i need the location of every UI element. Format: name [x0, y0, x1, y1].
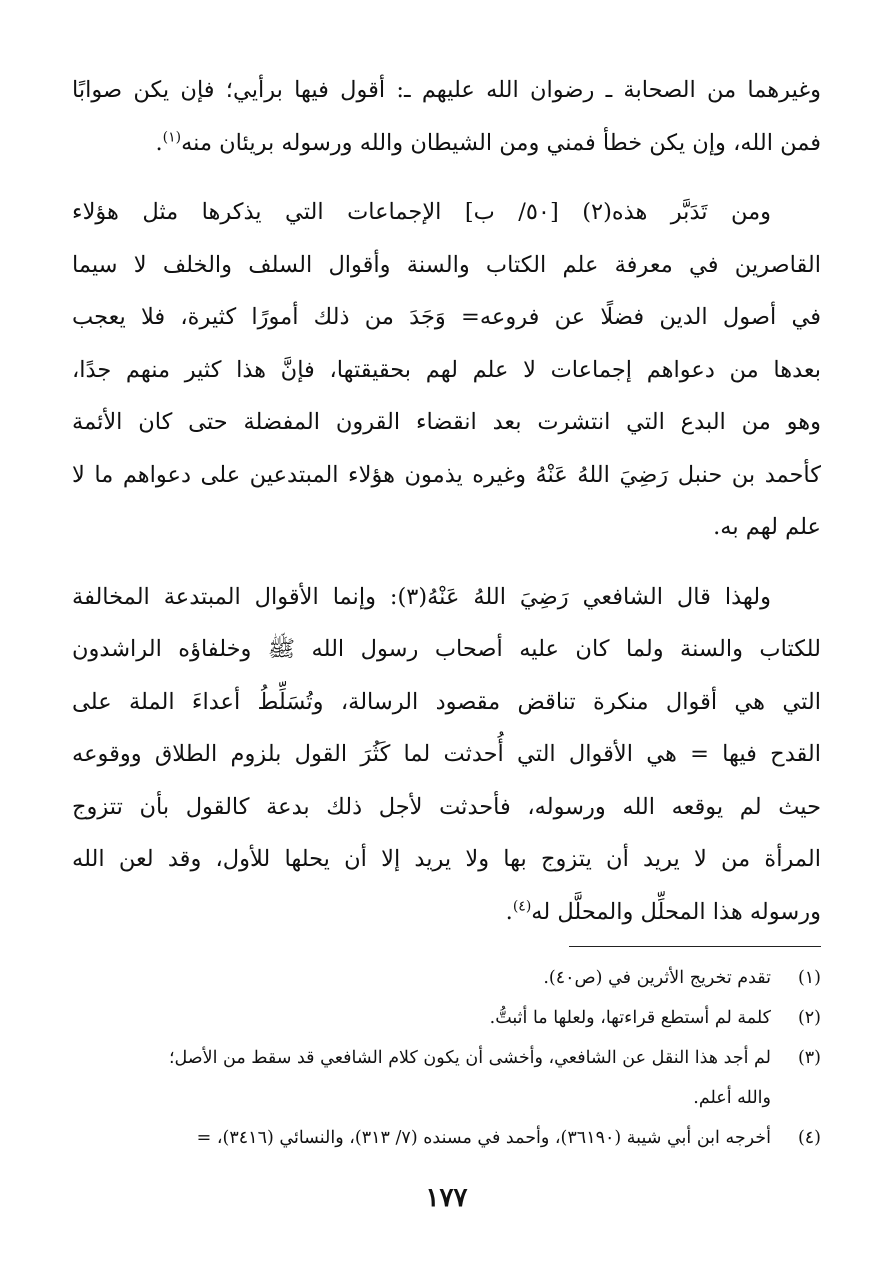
- text-line: للكتاب والسنة ولما كان عليه أصحاب رسول الله ﷺ وخلفاؤه الراشدون: [72, 636, 821, 662]
- text-line: [72, 886, 821, 939]
- text-line: علم لهم به.: [713, 514, 821, 540]
- text-line: ولهذا قال الشافعي رَضِيَ اللهُ عَنْهُ(٣): وإنما الأقوال المبتدعة المخالفة: [72, 583, 771, 610]
- main-text: [72, 64, 821, 938]
- footnotes: [72, 958, 821, 1158]
- footnote-number: (٢): [797, 1008, 821, 1028]
- text-line: المرأة من لا يريد أن يتزوج بها ولا يريد إلا أن يحلها للأول، وقد لعن الله: [72, 846, 821, 872]
- footnote-number: (٣): [797, 1048, 821, 1068]
- footnote-text: [72, 958, 771, 998]
- text-line: وهو من البدع التي انتشرت بعد انقضاء القرون المفضلة حتى كان الأئمة: [72, 409, 821, 435]
- footnote-line: تقدم تخريج الأثرين في (ص٤٠).: [543, 968, 771, 988]
- text-line-content: ورسوله هذا المحلِّل والمحلَّل له: [531, 898, 821, 925]
- footnote-marker: (٤): [512, 898, 532, 914]
- footnote-line: لم أجد هذا النقل عن الشافعي، وأخشى أن يكون كلام الشافعي قد سقط من الأصل؛: [168, 1048, 771, 1068]
- text-line: [72, 117, 821, 170]
- page-number: ١٧٧: [425, 1183, 468, 1213]
- footnote-3: [72, 1038, 821, 1118]
- footnote-text: [72, 1118, 771, 1158]
- footnote-2: [72, 998, 821, 1038]
- paragraph-3: [72, 571, 821, 939]
- text-line: القاصرين في معرفة علم الكتاب والسنة وأقوال السلف والخلف لا سيما: [72, 251, 821, 278]
- text-line: في أصول الدين فضلًا عن فروعه= وَجَدَ من ذلك أمورًا كثيرة، فلا يعجب: [72, 304, 821, 330]
- footnote-line: والله أعلم.: [693, 1088, 771, 1108]
- footnote-4: [72, 1118, 821, 1158]
- sentence-end: .: [505, 898, 513, 925]
- footnote-number: (١): [797, 968, 821, 988]
- footnote-text: [72, 1038, 771, 1118]
- text-line: حيث لم يوقعه الله ورسوله، فأحدثت لأجل ذلك بدعة كالقول بأن تتزوج: [72, 793, 821, 820]
- text-line: ومن تَدَبَّر هذه(٢) [٥٠/ ب] الإجماعات التي يذكرها مثل هؤلاء: [72, 199, 772, 225]
- footnote-marker: (١): [162, 129, 182, 145]
- footnote-separator: [569, 946, 821, 947]
- footnote-number: (٤): [797, 1128, 821, 1148]
- footnote-line: أخرجه ابن أبي شيبة (٣٦١٩٠)، وأحمد في مسنده (٧/ ٣١٣)، والنسائي (٣٤١٦)، =: [196, 1128, 771, 1148]
- footnote-1: [72, 958, 821, 998]
- text-line: وغيرهما من الصحابة ـ رضوان الله عليهم ـ: أقول فيها برأيي؛ فإن يكن صوابًا: [72, 77, 821, 103]
- paragraph-1: [72, 64, 821, 169]
- text-line: التي هي أقوال منكرة تناقض مقصود الرسالة، وتُسَلِّطُ أعداءَ الملة على: [72, 688, 821, 715]
- footnote-line: كلمة لم أستطع قراءتها، ولعلها ما أثبتُّ.: [489, 1008, 771, 1028]
- text-line: بعدها من دعواهم إجماعات لا علم لهم بحقيقتها، فإنَّ هذا كثير منهم جدًا،: [72, 356, 821, 383]
- text-line-content: فمن الله، وإن يكن خطأ فمني ومن الشيطان والله ورسوله بريئان منه: [181, 129, 821, 156]
- text-line: كأحمد بن حنبل رَضِيَ اللهُ عَنْهُ وغيره يذمون هؤلاء المبتدعين على دعواهم ما لا: [72, 461, 821, 488]
- footnote-text: [72, 998, 771, 1038]
- paragraph-2: [72, 186, 821, 554]
- sentence-end: .: [155, 129, 163, 156]
- text-line: القدح فيها = هي الأقوال التي أُحدثت لما كَثُرَ القول بلزوم الطلاق ووقوعه: [72, 741, 821, 767]
